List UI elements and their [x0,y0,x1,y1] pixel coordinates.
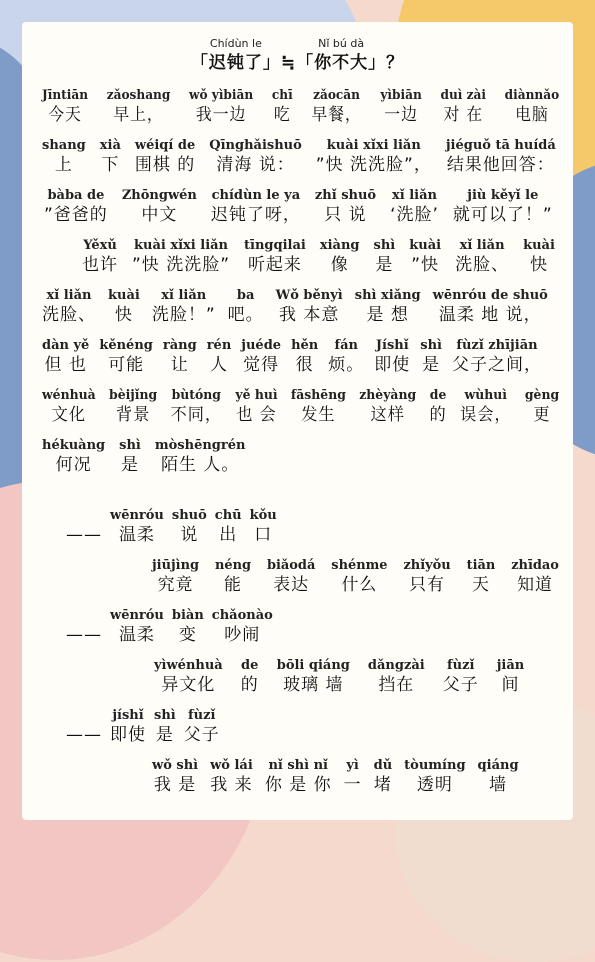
ruby-segment [443,658,479,696]
pinyin: shénme [331,558,388,573]
pinyin: wēnróu [110,608,164,623]
hanzi: 听起来 [247,255,302,275]
pinyin: xiàng [319,238,360,253]
ruby-segment [42,338,89,376]
ruby-segment [163,338,197,376]
pinyin [66,608,102,624]
pinyin: fùzǐ zhījiān [456,338,538,353]
hanzi: —— [66,625,102,645]
hanzi: 温柔 地 说， [438,305,542,325]
title-seg: 」≒「 [262,53,315,73]
pinyin: hěn [291,338,319,353]
ruby-segment [328,338,364,376]
hanzi: 挡在 [378,675,415,695]
pinyin: bōli qiáng [276,658,350,673]
pinyin: dǔ [373,758,393,773]
hanzi: 是 [155,725,174,745]
ruby-segment [44,188,108,226]
ruby-segment [403,558,450,596]
hanzi: 天 [471,575,490,595]
hanzi: 父子 [183,725,220,745]
hanzi: 我 是 [153,775,197,795]
hanzi: 早上， [113,105,164,125]
ruby-segment [135,138,195,176]
hanzi: 围棋 的 [134,155,196,175]
pinyin: kǒu [249,508,277,523]
ruby-segment [316,138,432,176]
title-seg: 」？ [368,53,405,73]
hanzi: 一边 [384,105,418,125]
hanzi: 能 [224,575,242,595]
pinyin: zhǐ shuō [314,188,377,203]
page-title [22,36,573,74]
hanzi: 快 [114,305,133,325]
pinyin: xǐ liǎn [459,238,505,253]
pinyin: mòshēngrén [154,438,246,453]
ruby-segment [82,238,118,276]
hanzi: —— [66,525,102,545]
ruby-segment [228,288,264,326]
pinyin: biàn [171,608,204,623]
ruby-segment [265,758,332,796]
ruby-segment [250,508,277,546]
ruby-segment [404,758,465,796]
hanzi: 只有 [409,575,445,595]
ruby-segment [110,708,146,746]
pinyin: wùhuì [464,388,507,403]
pinyin: ràng [162,338,197,353]
text-line [152,558,559,596]
ruby-segment [409,238,441,276]
ruby-segment [359,388,416,426]
pinyin: bàba de [47,188,105,203]
text-line [44,188,553,226]
hanzi: 我 来 [210,775,253,795]
ruby-segment [122,188,197,226]
hanzi: 吃 [273,105,291,125]
pinyin: Jīntiān [42,88,89,103]
ruby-segment [172,608,204,646]
ruby-segment [420,338,442,376]
pinyin: tiān [466,558,496,573]
hanzi: 的 [240,675,259,695]
pinyin: Jíshǐ [375,338,409,353]
pinyin: fāshēng [290,388,346,403]
hanzi: 是 [121,455,140,475]
pinyin: chídùn le ya [211,188,301,203]
hanzi: 变 [178,625,197,645]
hanzi: 对 在 [443,105,484,125]
pinyin: jiéguǒ tā huídá [445,138,556,153]
ruby-segment [42,438,105,476]
hanzi: 口 [254,525,273,545]
pinyin: ba [236,288,255,303]
pinyin: qiáng [477,758,519,773]
pinyin: jiù kěyǐ le [467,188,539,203]
ruby-segment [100,138,121,176]
pinyin: shì [154,708,176,723]
ruby-segment [210,758,253,796]
hanzi: 什么 [341,575,378,595]
hanzi: 也许 [82,255,118,275]
pinyin: kěnéng [99,338,153,353]
ruby-segment [429,388,446,426]
pinyin: chī [271,88,293,103]
text-line [42,338,542,376]
ruby-segment [207,338,232,376]
ruby-segment [511,558,559,596]
text-card [22,22,573,820]
ruby-segment [184,708,220,746]
pinyin: kuài [108,288,140,303]
pinyin: nǐ shì nǐ [268,758,328,773]
ruby-segment [154,708,176,746]
hanzi: ”快 洗洗脸”， [315,155,432,175]
ruby-segment [446,138,556,176]
ruby-segment [209,138,302,176]
pinyin: yìwénhuà [154,658,223,673]
ruby-segment [189,88,253,126]
hanzi: 我一边 [195,105,247,125]
pinyin: kuài [409,238,442,253]
pinyin: zhǐyǒu [403,558,451,573]
hanzi: 玻璃 墙 [283,675,344,695]
text-line [42,88,559,126]
pinyin: jiān [496,658,525,673]
ruby-segment [42,138,86,176]
pinyin: yìbiān [380,88,422,103]
pinyin: shì [420,338,442,353]
pinyin: chū [214,508,242,523]
ruby-segment [344,758,362,796]
pinyin: tòumíng [404,758,466,773]
hanzi: 迟钝了呀， [210,205,301,225]
ruby-segment [320,238,360,276]
hanzi: 也 会 [236,405,277,425]
text-line [66,708,220,746]
ruby-segment [505,88,560,126]
pinyin: zhīdao [511,558,559,573]
hanzi: 人 [209,355,228,375]
hanzi: 下 [101,155,120,175]
ruby-segment [455,238,509,276]
text-line [66,608,273,646]
pinyin: zǎocān [313,88,360,103]
pinyin: kuài xǐxi liǎn [134,238,229,253]
pinyin: wǒ lái [210,758,253,773]
ruby-segment [331,558,387,596]
pinyin: duì zài [440,88,486,103]
hanzi: —— [66,725,102,745]
hanzi: 的 [429,405,447,425]
ruby-segment [497,658,525,696]
hanzi: 像 [330,255,349,275]
ruby-segment [215,558,251,596]
text-line [66,508,277,546]
hanzi: 让 [170,355,189,375]
pinyin: fán [334,338,358,353]
hanzi: 中文 [141,205,178,225]
pinyin: shì [373,238,396,253]
hanzi: 上 [54,155,73,175]
pinyin: xǐ liǎn [161,288,207,303]
ruby-segment [107,88,171,126]
ruby-segment [433,288,548,326]
pinyin [66,508,102,524]
title-seg: Chídùn le 迟钝了 [208,37,263,73]
pinyin: bèijǐng [109,388,158,403]
hanzi: 吧。 [227,305,264,325]
pinyin: hékuàng [42,438,106,453]
ruby-segment [152,758,198,796]
ruby-segment [267,558,315,596]
ruby-segment [154,658,223,696]
pinyin: tīngqilai [244,238,306,253]
hanzi: 究竟 [157,575,194,595]
hanzi: 何况 [55,455,92,475]
ruby-segment [374,758,393,796]
hanzi: 陌生 人。 [160,455,240,475]
ruby-segment [215,508,242,546]
ruby-segment [311,88,361,126]
ruby-segment [42,288,96,326]
ruby-segment [244,238,306,276]
text-line [42,138,556,176]
ruby-segment [110,608,164,646]
ruby-segment [460,388,512,426]
ruby-segment [440,88,485,126]
ruby-segment [99,338,153,376]
hanzi: 吵闹 [224,625,261,645]
hanzi: 早餐， [311,105,362,125]
hanzi: 背景 [115,405,151,425]
hanzi: ”快 洗洗脸” [132,255,231,275]
text-line [42,438,245,476]
hanzi: 可能 [108,355,145,375]
hanzi: 是 想 [366,305,409,325]
hanzi: 温柔 [118,625,155,645]
pinyin: Wǒ běnyì [275,288,343,303]
hanzi: 烦。 [328,355,365,375]
hanzi: 温柔 [118,525,155,545]
ruby-segment [276,288,343,326]
pinyin: wǒ shì [152,758,199,773]
ruby-segment [132,238,230,276]
pinyin: Qīnghǎishuō [209,138,302,153]
ruby-segment [241,658,259,696]
hanzi: 更 [533,405,551,425]
ruby-segment [291,338,318,376]
pinyin: dàn yě [42,338,90,353]
ruby-segment [42,88,88,126]
ruby-segment [355,288,421,326]
hanzi: 电脑 [515,105,549,125]
ruby-segment [452,338,542,376]
hanzi: 这样 [370,405,405,425]
ruby-segment [291,388,346,426]
pinyin: yì [346,758,359,773]
title-seg: 「 [190,53,209,73]
pinyin: zǎoshang [106,88,171,103]
title-seg: Nǐ bú dà 你不大 [314,37,369,73]
pinyin: xǐ liǎn [392,188,437,203]
hanzi: 间 [501,675,520,695]
pinyin: xià [99,138,121,153]
pinyin: juéde [241,338,282,353]
ruby-segment [110,508,164,546]
ruby-segment [241,338,281,376]
ruby-segment [467,558,496,596]
text-line [154,658,524,696]
pinyin: Yěxǔ [83,238,117,253]
ruby-segment [478,758,519,796]
pinyin: rén [206,338,232,353]
hanzi: 今天 [48,105,82,125]
pinyin: wēnróu de shuō [432,288,548,303]
hanzi: 即使 [374,355,411,375]
ruby-segment [211,188,301,226]
hanzi: ”爸爸的 [44,205,108,225]
text-line [82,238,555,276]
pinyin: shang [42,138,86,153]
hanzi: ”快 [411,255,440,275]
ruby-segment [109,388,157,426]
pinyin: shì [119,438,141,453]
hanzi: 文化 [51,405,87,425]
text-line [152,758,519,796]
pinyin: yě huì [235,388,278,403]
ruby-segment [277,658,350,696]
hanzi: 是 [422,355,441,375]
ruby-segment [380,88,421,126]
pinyin: jíshǐ [112,708,144,723]
ruby-segment [212,608,273,646]
pinyin [66,708,102,724]
hanzi: 是 [375,255,394,275]
pinyin: xǐ liǎn [46,288,92,303]
hanzi: 说 [180,525,199,545]
hanzi: 清海 说： [216,155,295,175]
text-line [42,288,548,326]
ruby-segment [152,288,216,326]
hanzi: 不同， [170,405,223,425]
ruby-segment [374,338,410,376]
pinyin: néng [214,558,252,573]
pinyin: Zhōngwén [121,188,197,203]
hanzi: 发生 [301,405,336,425]
ruby-segment [172,508,207,546]
ruby-segment [108,288,140,326]
ruby-segment [42,388,96,426]
hanzi: 觉得 [243,355,280,375]
hanzi: 很 [295,355,314,375]
pinyin: de [241,658,259,673]
pinyin: de [429,388,447,403]
ruby-segment [66,608,102,646]
pinyin: bùtóng [171,388,221,403]
ruby-segment [453,188,553,226]
pinyin: wéiqí de [134,138,196,153]
ruby-segment [66,708,102,746]
ruby-segment [525,388,559,426]
ruby-segment [66,508,102,546]
hanzi: 出 [219,525,238,545]
hanzi: 误会， [460,405,512,425]
ruby-segment [155,438,246,476]
pinyin: diànnǎo [504,88,560,103]
ruby-segment [368,658,425,696]
hanzi: 墙 [489,775,508,795]
pinyin: kuài [523,238,555,253]
pinyin: shì xiǎng [354,288,421,303]
hanzi: 只 说 [324,205,367,225]
pinyin: dǎngzài [367,658,425,673]
hanzi: 堵 [373,775,392,795]
pinyin: jiūjìng [152,558,200,573]
hanzi: 快 [529,255,548,275]
hanzi: 洗脸！” [151,305,216,325]
hanzi: 表达 [273,575,310,595]
hanzi: 就可以了！” [452,205,553,225]
hanzi: 透明 [416,775,453,795]
hanzi: 结果他回答： [446,155,555,175]
pinyin: zhèyàng [359,388,417,403]
hanzi: 父子之间， [451,355,542,375]
pinyin: kuài xǐxi liǎn [326,138,421,153]
hanzi: 你 是 你 [264,775,332,795]
ruby-segment [523,238,555,276]
pinyin: gèng [524,388,560,403]
hanzi: 知道 [517,575,553,595]
hanzi: 我 本意 [278,305,340,325]
hanzi: 洗脸、 [455,255,510,275]
ruby-segment [315,188,376,226]
hanzi: 父子 [442,675,479,695]
hanzi: 但 也 [44,355,87,375]
ruby-segment [235,388,277,426]
text-line [42,388,559,426]
pinyin: fùzǐ [188,708,216,723]
pinyin: chǎonào [211,608,273,623]
pinyin: biǎodá [266,558,316,573]
ruby-segment [119,438,141,476]
pinyin: wénhuà [42,388,96,403]
hanzi: 洗脸、 [42,305,96,325]
ruby-segment [152,558,199,596]
ruby-segment [390,188,439,226]
pinyin: wǒ yìbiān [189,88,254,103]
pinyin: shuō [171,508,207,523]
hanzi: 即使 [110,725,146,745]
ruby-segment [171,388,223,426]
ruby-segment [272,88,293,126]
pinyin: wēnróu [110,508,164,523]
pinyin: fùzǐ [447,658,475,673]
hanzi: 异文化 [161,675,216,695]
hanzi: 一 [343,775,362,795]
hanzi: ‘洗脸’ [390,205,439,225]
ruby-segment [374,238,396,276]
